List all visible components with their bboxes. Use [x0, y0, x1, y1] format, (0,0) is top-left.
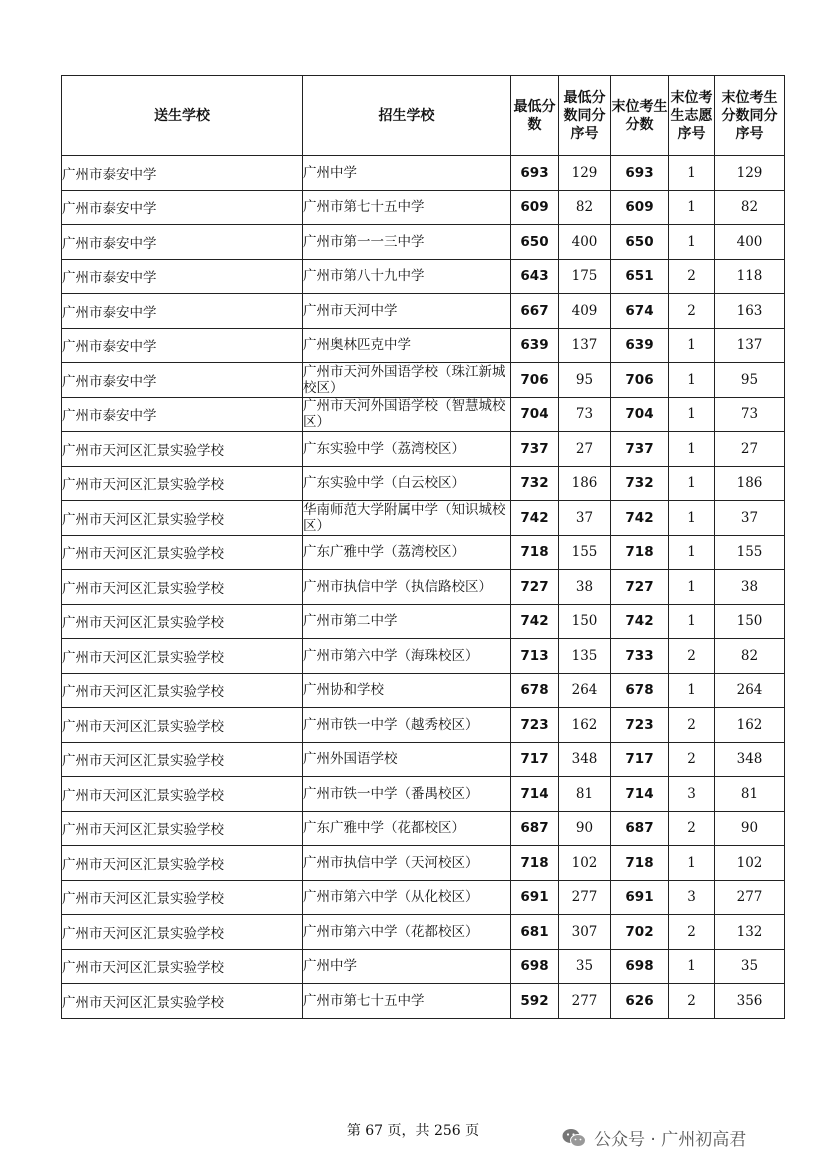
cell-sending-school: 广州市天河区汇景实验学校	[62, 708, 303, 743]
cell-last-same-rank: 102	[715, 846, 785, 881]
cell-min-score: 718	[511, 846, 559, 881]
cell-sending-school: 广州市天河区汇景实验学校	[62, 673, 303, 708]
cell-last-same-rank: 81	[715, 777, 785, 812]
cell-last-same-rank: 90	[715, 811, 785, 846]
cell-admitting-school: 广州外国语学校	[303, 742, 511, 777]
cell-admitting-school: 华南师范大学附属中学（知识城校区）	[303, 501, 511, 536]
table-row	[62, 432, 785, 467]
cell-last-score: 706	[611, 363, 669, 398]
header-admitting-school: 招生学校	[303, 76, 511, 156]
cell-sending-school: 广州市天河区汇景实验学校	[62, 915, 303, 950]
cell-last-preference: 1	[669, 328, 715, 363]
header-min-score: 最低分数	[511, 76, 559, 156]
cell-last-same-rank: 132	[715, 915, 785, 950]
cell-last-preference: 1	[669, 156, 715, 191]
cell-sending-school: 广州市泰安中学	[62, 328, 303, 363]
cell-last-same-rank: 129	[715, 156, 785, 191]
cell-last-preference: 2	[669, 984, 715, 1019]
cell-sending-school: 广州市天河区汇景实验学校	[62, 846, 303, 881]
cell-last-score: 727	[611, 570, 669, 605]
cell-min-score: 713	[511, 639, 559, 674]
cell-last-score: 639	[611, 328, 669, 363]
cell-last-preference: 1	[669, 397, 715, 432]
cell-admitting-school: 广州市天河外国语学校（智慧城校区）	[303, 397, 511, 432]
cell-min-same-rank: 400	[559, 225, 611, 260]
cell-sending-school: 广州市天河区汇景实验学校	[62, 501, 303, 536]
cell-last-same-rank: 73	[715, 397, 785, 432]
cell-last-score: 674	[611, 294, 669, 329]
cell-admitting-school: 广东实验中学（白云校区）	[303, 466, 511, 501]
cell-last-preference: 1	[669, 363, 715, 398]
cell-admitting-school: 广州协和学校	[303, 673, 511, 708]
cell-admitting-school: 广州市铁一中学（越秀校区）	[303, 708, 511, 743]
cell-min-score: 639	[511, 328, 559, 363]
cell-last-score: 650	[611, 225, 669, 260]
cell-sending-school: 广州市天河区汇景实验学校	[62, 466, 303, 501]
cell-min-same-rank: 27	[559, 432, 611, 467]
cell-min-same-rank: 348	[559, 742, 611, 777]
cell-admitting-school: 广州市第六中学（花都校区）	[303, 915, 511, 950]
cell-min-same-rank: 162	[559, 708, 611, 743]
cell-last-score: 737	[611, 432, 669, 467]
table-row	[62, 984, 785, 1019]
cell-admitting-school: 广州市天河中学	[303, 294, 511, 329]
cell-min-score: 687	[511, 811, 559, 846]
header-last-score: 末位考生分数	[611, 76, 669, 156]
table-row	[62, 639, 785, 674]
header-last-same-rank: 末位考生分数同分序号	[715, 76, 785, 156]
cell-last-same-rank: 95	[715, 363, 785, 398]
cell-last-preference: 2	[669, 708, 715, 743]
cell-last-preference: 1	[669, 570, 715, 605]
cell-admitting-school: 广州市第七十五中学	[303, 190, 511, 225]
table-row	[62, 742, 785, 777]
cell-admitting-school: 广州市执信中学（天河校区）	[303, 846, 511, 881]
cell-last-same-rank: 186	[715, 466, 785, 501]
cell-min-score: 691	[511, 880, 559, 915]
cell-min-same-rank: 264	[559, 673, 611, 708]
cell-admitting-school: 广州市铁一中学（番禺校区）	[303, 777, 511, 812]
table-row	[62, 880, 785, 915]
cell-last-score: 717	[611, 742, 669, 777]
table-row	[62, 535, 785, 570]
table-row	[62, 777, 785, 812]
cell-last-score: 609	[611, 190, 669, 225]
cell-min-score: 717	[511, 742, 559, 777]
cell-admitting-school: 广州市第六中学（从化校区）	[303, 880, 511, 915]
cell-min-score: 678	[511, 673, 559, 708]
cell-last-same-rank: 163	[715, 294, 785, 329]
cell-last-preference: 3	[669, 880, 715, 915]
header-sending-school: 送生学校	[62, 76, 303, 156]
cell-last-preference: 2	[669, 915, 715, 950]
table-row	[62, 259, 785, 294]
cell-last-preference: 1	[669, 673, 715, 708]
cell-last-score: 691	[611, 880, 669, 915]
cell-min-same-rank: 155	[559, 535, 611, 570]
cell-sending-school: 广州市天河区汇景实验学校	[62, 880, 303, 915]
cell-last-same-rank: 118	[715, 259, 785, 294]
table-row	[62, 846, 785, 881]
cell-min-score: 727	[511, 570, 559, 605]
cell-sending-school: 广州市天河区汇景实验学校	[62, 949, 303, 984]
table-row	[62, 466, 785, 501]
cell-sending-school: 广州市天河区汇景实验学校	[62, 811, 303, 846]
cell-last-preference: 1	[669, 846, 715, 881]
cell-last-score: 732	[611, 466, 669, 501]
cell-admitting-school: 广州奥林匹克中学	[303, 328, 511, 363]
cell-sending-school: 广州市天河区汇景实验学校	[62, 570, 303, 605]
cell-min-same-rank: 186	[559, 466, 611, 501]
cell-sending-school: 广州市泰安中学	[62, 259, 303, 294]
cell-min-same-rank: 95	[559, 363, 611, 398]
cell-last-preference: 2	[669, 259, 715, 294]
cell-min-same-rank: 137	[559, 328, 611, 363]
cell-sending-school: 广州市泰安中学	[62, 294, 303, 329]
cell-min-same-rank: 129	[559, 156, 611, 191]
cell-last-score: 626	[611, 984, 669, 1019]
page-number: 第 67 页，共 256 页	[346, 1123, 480, 1139]
cell-min-score: 742	[511, 501, 559, 536]
cell-last-score: 733	[611, 639, 669, 674]
cell-sending-school: 广州市天河区汇景实验学校	[62, 432, 303, 467]
cell-last-score: 742	[611, 604, 669, 639]
cell-sending-school: 广州市泰安中学	[62, 156, 303, 191]
cell-min-score: 698	[511, 949, 559, 984]
table-row	[62, 190, 785, 225]
cell-last-same-rank: 356	[715, 984, 785, 1019]
cell-admitting-school: 广州市第六中学（海珠校区）	[303, 639, 511, 674]
cell-admitting-school: 广州市执信中学（执信路校区）	[303, 570, 511, 605]
table-row	[62, 570, 785, 605]
cell-min-same-rank: 135	[559, 639, 611, 674]
cell-last-same-rank: 264	[715, 673, 785, 708]
cell-last-same-rank: 38	[715, 570, 785, 605]
cell-min-same-rank: 81	[559, 777, 611, 812]
cell-min-same-rank: 277	[559, 880, 611, 915]
cell-last-same-rank: 37	[715, 501, 785, 536]
cell-last-preference: 1	[669, 190, 715, 225]
cell-last-preference: 2	[669, 742, 715, 777]
watermark-text: 公众号 · 广州初高君	[594, 1130, 747, 1150]
cell-last-same-rank: 137	[715, 328, 785, 363]
cell-min-score: 732	[511, 466, 559, 501]
cell-min-score: 704	[511, 397, 559, 432]
cell-min-score: 650	[511, 225, 559, 260]
header-min-same-rank: 最低分数同分序号	[559, 76, 611, 156]
cell-min-same-rank: 35	[559, 949, 611, 984]
cell-last-score: 704	[611, 397, 669, 432]
cell-min-same-rank: 90	[559, 811, 611, 846]
cell-admitting-school: 广州市第八十九中学	[303, 259, 511, 294]
cell-last-same-rank: 35	[715, 949, 785, 984]
table-row	[62, 363, 785, 398]
cell-admitting-school: 广州市第一一三中学	[303, 225, 511, 260]
cell-min-score: 693	[511, 156, 559, 191]
cell-sending-school: 广州市天河区汇景实验学校	[62, 535, 303, 570]
table-row	[62, 225, 785, 260]
header-last-preference: 末位考生志愿序号	[669, 76, 715, 156]
cell-last-same-rank: 277	[715, 880, 785, 915]
cell-sending-school: 广州市泰安中学	[62, 397, 303, 432]
cell-min-score: 609	[511, 190, 559, 225]
cell-last-score: 714	[611, 777, 669, 812]
cell-last-same-rank: 348	[715, 742, 785, 777]
cell-min-same-rank: 73	[559, 397, 611, 432]
cell-min-score: 667	[511, 294, 559, 329]
cell-last-preference: 1	[669, 535, 715, 570]
cell-admitting-school: 广州市第二中学	[303, 604, 511, 639]
cell-min-same-rank: 307	[559, 915, 611, 950]
wechat-icon	[562, 1128, 586, 1148]
cell-min-score: 714	[511, 777, 559, 812]
cell-last-same-rank: 82	[715, 190, 785, 225]
cell-min-same-rank: 409	[559, 294, 611, 329]
table-row	[62, 915, 785, 950]
cell-admitting-school: 广州中学	[303, 949, 511, 984]
cell-last-score: 702	[611, 915, 669, 950]
cell-min-score: 681	[511, 915, 559, 950]
cell-last-preference: 1	[669, 949, 715, 984]
cell-min-same-rank: 38	[559, 570, 611, 605]
table-row	[62, 708, 785, 743]
table-row	[62, 604, 785, 639]
cell-last-preference: 2	[669, 294, 715, 329]
cell-sending-school: 广州市泰安中学	[62, 190, 303, 225]
cell-min-score: 643	[511, 259, 559, 294]
cell-min-score: 718	[511, 535, 559, 570]
cell-last-preference: 2	[669, 811, 715, 846]
cell-admitting-school: 广东广雅中学（花都校区）	[303, 811, 511, 846]
cell-min-score: 723	[511, 708, 559, 743]
table-row	[62, 949, 785, 984]
cell-last-preference: 1	[669, 466, 715, 501]
cell-sending-school: 广州市泰安中学	[62, 225, 303, 260]
cell-last-same-rank: 82	[715, 639, 785, 674]
table-row	[62, 811, 785, 846]
cell-sending-school: 广州市泰安中学	[62, 363, 303, 398]
cell-last-preference: 1	[669, 501, 715, 536]
cell-last-preference: 3	[669, 777, 715, 812]
cell-sending-school: 广州市天河区汇景实验学校	[62, 984, 303, 1019]
cell-admitting-school: 广州市天河外国语学校（珠江新城校区）	[303, 363, 511, 398]
cell-last-score: 723	[611, 708, 669, 743]
table-row	[62, 294, 785, 329]
table-row	[62, 397, 785, 432]
cell-last-same-rank: 400	[715, 225, 785, 260]
cell-sending-school: 广州市天河区汇景实验学校	[62, 639, 303, 674]
cell-sending-school: 广州市天河区汇景实验学校	[62, 742, 303, 777]
cell-last-same-rank: 150	[715, 604, 785, 639]
cell-last-score: 687	[611, 811, 669, 846]
cell-min-score: 592	[511, 984, 559, 1019]
cell-last-same-rank: 27	[715, 432, 785, 467]
cell-admitting-school: 广东广雅中学（荔湾校区）	[303, 535, 511, 570]
cell-min-score: 706	[511, 363, 559, 398]
cell-last-score: 742	[611, 501, 669, 536]
cell-min-same-rank: 277	[559, 984, 611, 1019]
cell-sending-school: 广州市天河区汇景实验学校	[62, 604, 303, 639]
cell-min-same-rank: 37	[559, 501, 611, 536]
table-row	[62, 156, 785, 191]
table-row	[62, 673, 785, 708]
table-row	[62, 328, 785, 363]
cell-last-score: 693	[611, 156, 669, 191]
cell-last-preference: 2	[669, 639, 715, 674]
cell-last-score: 718	[611, 846, 669, 881]
cell-admitting-school: 广东实验中学（荔湾校区）	[303, 432, 511, 467]
cell-min-same-rank: 150	[559, 604, 611, 639]
cell-admitting-school: 广州市第七十五中学	[303, 984, 511, 1019]
cell-sending-school: 广州市天河区汇景实验学校	[62, 777, 303, 812]
cell-last-score: 651	[611, 259, 669, 294]
cell-min-same-rank: 82	[559, 190, 611, 225]
table-header-row	[62, 76, 785, 156]
cell-last-score: 718	[611, 535, 669, 570]
cell-last-same-rank: 162	[715, 708, 785, 743]
cell-last-same-rank: 155	[715, 535, 785, 570]
table-row	[62, 501, 785, 536]
cell-last-score: 678	[611, 673, 669, 708]
cell-last-score: 698	[611, 949, 669, 984]
cell-last-preference: 1	[669, 604, 715, 639]
cell-min-same-rank: 102	[559, 846, 611, 881]
cell-last-preference: 1	[669, 225, 715, 260]
cell-last-preference: 1	[669, 432, 715, 467]
cell-min-score: 737	[511, 432, 559, 467]
cell-min-score: 742	[511, 604, 559, 639]
cell-min-same-rank: 175	[559, 259, 611, 294]
watermark	[562, 1125, 746, 1150]
cell-admitting-school: 广州中学	[303, 156, 511, 191]
admission-score-table	[61, 75, 785, 1019]
